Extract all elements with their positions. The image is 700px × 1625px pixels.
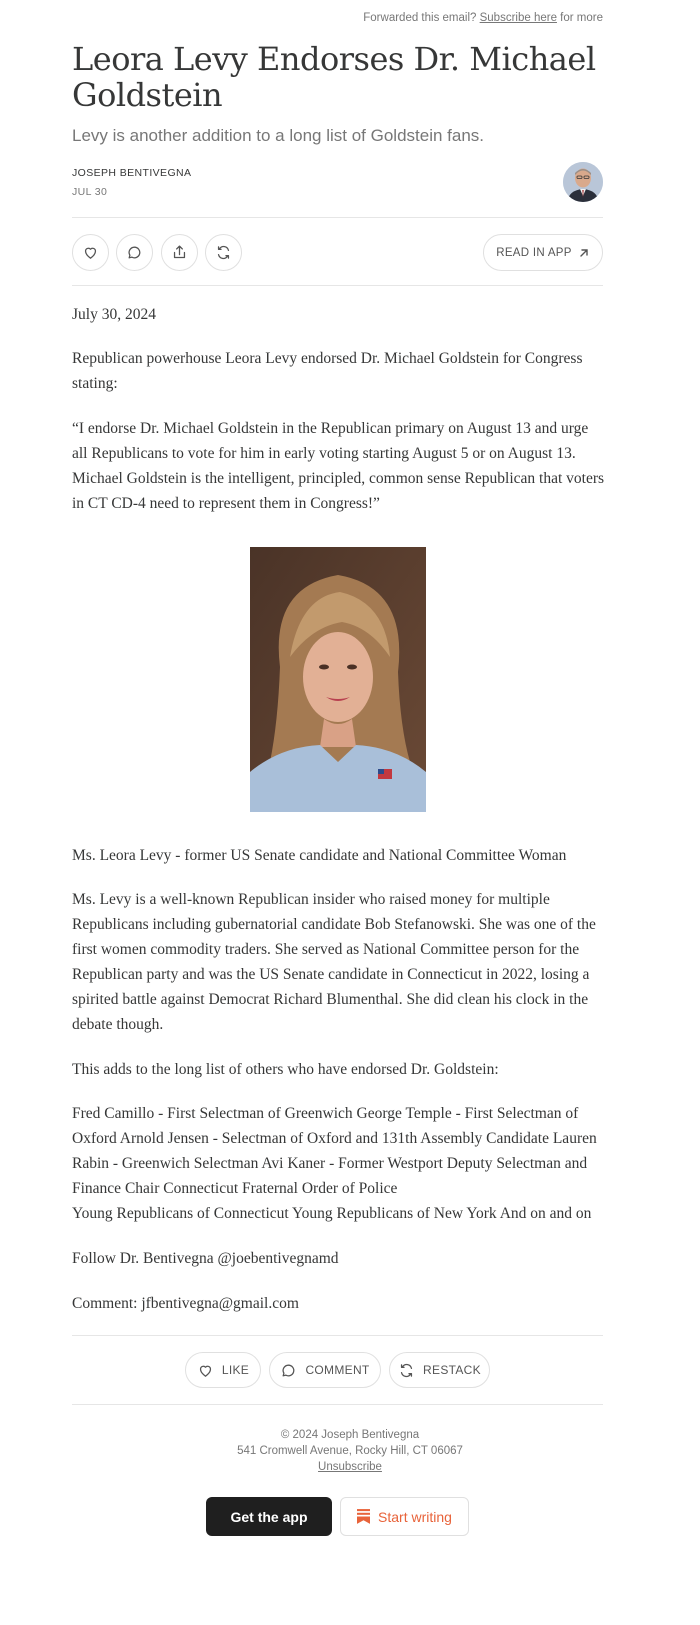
author-name[interactable]: JOSEPH BENTIVEGNA bbox=[72, 167, 192, 179]
comment-icon bbox=[126, 244, 143, 261]
heart-icon bbox=[197, 1362, 214, 1379]
body-paragraph-1: Republican powerhouse Leora Levy endorsed Dr. Michael Goldstein for Congress stating: bbox=[72, 350, 583, 392]
footer-copyright: © 2024 Joseph Bentivegna bbox=[280, 1429, 420, 1441]
like-label: LIKE bbox=[221, 1363, 250, 1377]
post-date: JUL 30 bbox=[72, 186, 108, 198]
divider-bottom-top bbox=[72, 1335, 603, 1336]
arrow-up-right-icon bbox=[578, 247, 590, 259]
forwarded-notice bbox=[363, 12, 603, 24]
like-button[interactable] bbox=[185, 1352, 261, 1388]
body-paragraph-3: This adds to the long list of others who have endorsed Dr. Goldstein: bbox=[72, 1061, 499, 1078]
like-icon-button[interactable] bbox=[72, 234, 109, 271]
get-the-app-label: Get the app bbox=[230, 1508, 308, 1525]
forwarded-text: Forwarded this email? bbox=[363, 12, 477, 24]
share-icon bbox=[171, 244, 188, 261]
heart-icon bbox=[82, 244, 99, 261]
start-writing-label: Start writing bbox=[378, 1508, 452, 1525]
restack-icon-button[interactable] bbox=[205, 234, 242, 271]
get-the-app-button[interactable] bbox=[206, 1497, 332, 1536]
follow-line: Follow Dr. Bentivegna @joebentivegnamd bbox=[72, 1250, 339, 1267]
author-avatar[interactable] bbox=[563, 162, 603, 202]
portrait-caption: Ms. Leora Levy - former US Senate candidate and National Committee Woman bbox=[72, 847, 567, 864]
comment-icon-button[interactable] bbox=[116, 234, 153, 271]
post-subtitle: Levy is another addition to a long list of Goldstein fans. bbox=[72, 126, 485, 145]
for-more-text: for more bbox=[560, 12, 603, 24]
comment-label: COMMENT bbox=[305, 1363, 370, 1377]
endorsement-quote: “I endorse Dr. Michael Goldstein in the Republican primary on August 13 and urge all Republicans to vote for him in early voting starting August 5 or on August 13. Michael Goldstein is the intelligent, principled, common sense Republican that voters in CT CD-4 need to represent them in Congress!” bbox=[72, 420, 605, 512]
endorsers-list-continued: Young Republicans of Connecticut Young Republicans of New York And on and on bbox=[72, 1205, 592, 1222]
body-date-line: July 30, 2024 bbox=[72, 306, 156, 323]
read-in-app-button[interactable] bbox=[483, 234, 603, 271]
unsubscribe-link[interactable]: Unsubscribe bbox=[318, 1461, 382, 1473]
comment-icon bbox=[280, 1362, 297, 1379]
restack-icon bbox=[398, 1362, 415, 1379]
comment-button[interactable] bbox=[269, 1352, 381, 1388]
restack-icon bbox=[215, 244, 232, 261]
divider-bottom bbox=[72, 1404, 603, 1405]
start-writing-button[interactable] bbox=[340, 1497, 469, 1536]
body-paragraph-2: Ms. Levy is a well-known Republican insider who raised money for multiple Republicans including gubernatorial candidate Bob Stefanowski. She was one of the first women commodity traders. She served as National Committee person for the Republican party and was the US Senate candidate in Connecticut in 2022, losing a spirited battle against Democrat Richard Blumenthal. She did clean his clock in the debate though. bbox=[72, 891, 596, 1033]
leora-levy-portrait[interactable] bbox=[250, 547, 426, 812]
share-icon-button[interactable] bbox=[161, 234, 198, 271]
divider-actions bbox=[72, 285, 603, 286]
read-in-app-label: READ IN APP bbox=[496, 246, 572, 259]
footer-address: 541 Cromwell Avenue, Rocky Hill, CT 06067 bbox=[237, 1445, 463, 1457]
endorsers-list: Fred Camillo - First Selectman of Greenwich George Temple - First Selectman of Oxford Arnold Jensen - Selectman of Oxford and 131th Assembly Candidate Lauren Rabin - Greenwich Selectman Avi Kaner - Former Westport Deputy Selectman and Finance Chair Connecticut Fraternal Order of Police bbox=[72, 1105, 597, 1197]
substack-logo-icon bbox=[357, 1509, 370, 1524]
post-title[interactable]: Leora Levy Endorses Dr. Michael Goldstein bbox=[72, 40, 596, 114]
divider-top bbox=[72, 217, 603, 218]
subscribe-link[interactable]: Subscribe here bbox=[479, 12, 557, 24]
restack-label: RESTACK bbox=[423, 1363, 481, 1377]
comment-line: Comment: jfbentivegna@gmail.com bbox=[72, 1295, 299, 1312]
restack-button[interactable] bbox=[389, 1352, 490, 1388]
